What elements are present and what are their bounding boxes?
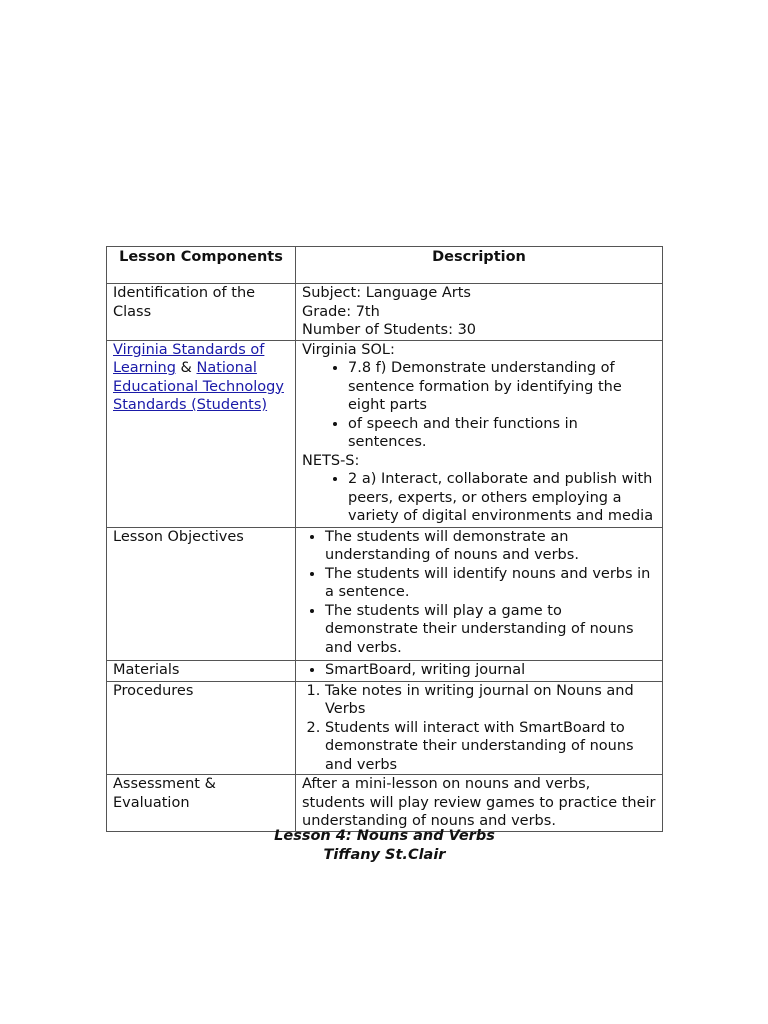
students-count-line: Number of Students: 30 — [302, 322, 477, 338]
list-item: 2. Students will interact with SmartBoard to demonstrate their understanding of nouns and verbs — [325, 719, 656, 775]
sol-list — [302, 359, 656, 452]
nets-list — [302, 470, 656, 526]
list-item: • The students will play a game to demonstrate their understanding of nouns and verbs. — [325, 602, 656, 658]
list-item: • 7.8 f) Demonstrate understanding of sentence formation by identifying the eight parts — [348, 359, 656, 415]
subject-line: Subject: Language Arts — [302, 285, 471, 301]
grade-line: Grade: 7th — [302, 303, 380, 320]
list-item: • The students will identify nouns and verbs in a sentence. — [325, 565, 656, 602]
virginia-standards-link[interactable]: Virginia Standards of Learning — [113, 341, 265, 376]
standards-description — [296, 340, 663, 527]
materials-list — [302, 661, 656, 680]
table-row — [107, 284, 663, 341]
list-item: • of speech and their functions in sentences. — [348, 415, 656, 452]
table-row — [107, 775, 663, 832]
list-item: • The students will demonstrate an understanding of nouns and verbs. — [325, 528, 656, 565]
table-header-row — [107, 247, 663, 284]
objectives-list — [302, 528, 656, 658]
identification-description — [296, 284, 663, 341]
objectives-description — [296, 527, 663, 660]
ampersand-text: & — [175, 360, 197, 376]
header-lesson-components: Lesson Components — [107, 247, 296, 284]
assessment-label: Assessment & Evaluation — [107, 775, 296, 832]
materials-label: Materials — [107, 660, 296, 681]
author-name: Tiffany St.Clair — [323, 847, 446, 863]
objectives-label: Lesson Objectives — [107, 527, 296, 660]
standards-label — [107, 340, 296, 527]
table-row — [107, 660, 663, 681]
lesson-title: Lesson 4: Nouns and Verbs — [274, 828, 495, 844]
nets-heading: NETS-S: — [302, 452, 360, 469]
lesson-plan-table — [106, 246, 663, 832]
table-row — [107, 340, 663, 527]
procedures-description — [296, 681, 663, 775]
list-item: 1. Take notes in writing journal on Nouns and Verbs — [325, 682, 656, 719]
sol-heading: Virginia SOL: — [302, 341, 395, 358]
procedures-list — [302, 682, 656, 775]
table-row — [107, 681, 663, 775]
header-description: Description — [296, 247, 663, 284]
table-row — [107, 527, 663, 660]
list-item: • 2 a) Interact, collaborate and publish with peers, experts, or others employing a variety of digital environments and media — [348, 470, 656, 526]
assessment-description: After a mini-lesson on nouns and verbs, students will play review games to practice their understanding of nouns and verbs. — [296, 775, 663, 832]
identification-label: Identification of the Class — [107, 284, 296, 341]
nets-link[interactable]: National Educational Technology Standards (Students) — [113, 360, 284, 413]
procedures-label: Procedures — [107, 681, 296, 775]
list-item: • SmartBoard, writing journal — [325, 661, 656, 680]
materials-description — [296, 660, 663, 681]
